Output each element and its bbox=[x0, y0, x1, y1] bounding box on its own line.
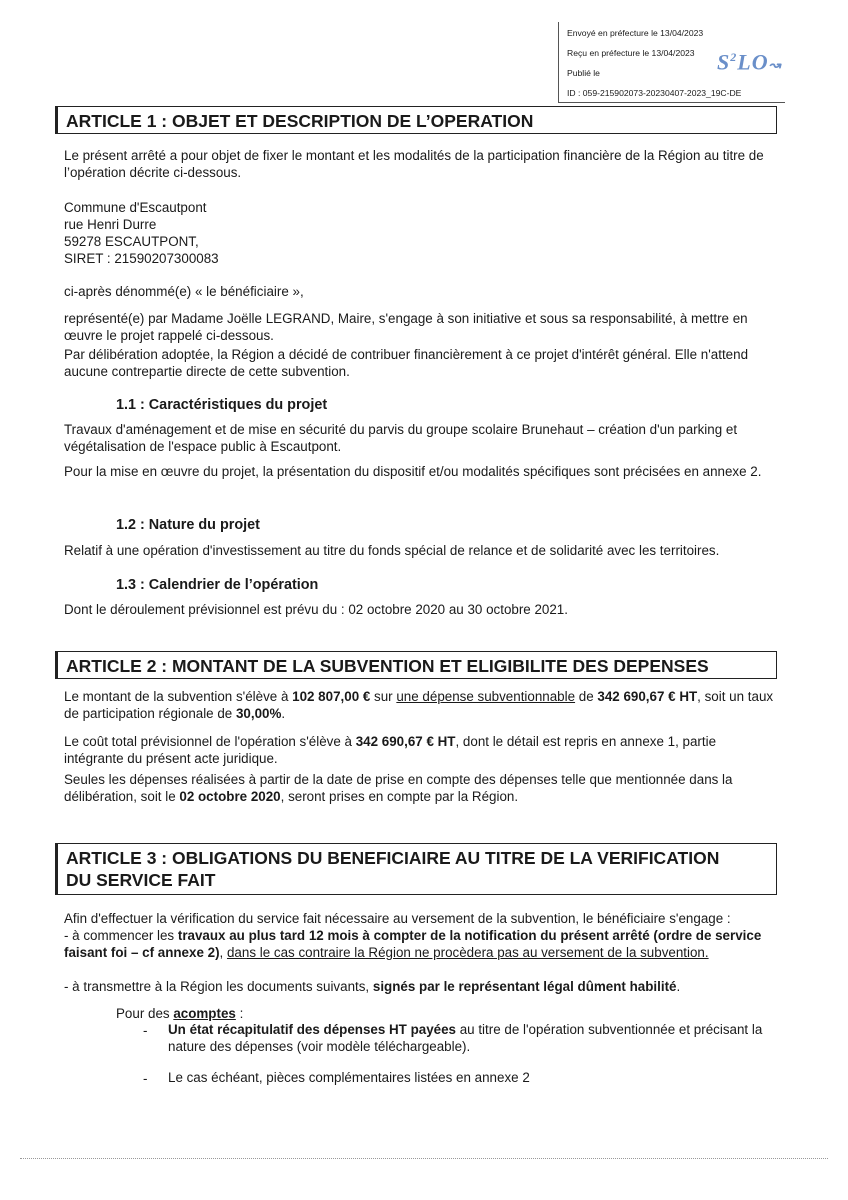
stamp-received: Reçu en préfecture le 13/04/2023 bbox=[567, 48, 695, 58]
text-run: au titre de l'opération subventionnée et précisant la nature des dépenses (voir modèle téléchargeable). bbox=[168, 1022, 763, 1054]
text-run: , seront prises en compte par la Région. bbox=[280, 789, 519, 804]
bullet-complementary-docs: Le cas échéant, pièces complémentaires listées en annexe 2 bbox=[168, 1070, 530, 1085]
stamp-published: Publié le bbox=[567, 68, 600, 78]
text-run: Seules les dépenses réalisées à partir de la date de prise en compte des dépenses telle que mentionnée dans la délibération, soit le bbox=[64, 772, 733, 804]
bullet-expense-statement bbox=[168, 1021, 780, 1055]
text-run: , bbox=[219, 945, 227, 960]
section-1-2-text: Relatif à une opération d'investissement au titre du fonds spécial de relance et de solidarité avec les territoires. bbox=[64, 543, 720, 558]
subsidy-amount: 102 807,00 € bbox=[292, 689, 371, 704]
scan-artifact-line bbox=[20, 1158, 828, 1161]
article3-title-line2: DU SERVICE FAIT bbox=[66, 870, 216, 890]
eligible-base: 342 690,67 € HT bbox=[597, 689, 698, 704]
address-line: rue Henri Durre bbox=[64, 217, 157, 232]
article2-cost-paragraph bbox=[64, 733, 776, 767]
text-run: Le coût total prévisionnel de l'opération s'élève à bbox=[64, 734, 356, 749]
acomptes-label: acomptes bbox=[173, 1006, 236, 1021]
article1-heading bbox=[55, 106, 777, 134]
article3-title-line1: ARTICLE 3 : OBLIGATIONS DU BENEFICIAIRE AU TITRE DE LA VERIFICATION bbox=[66, 848, 720, 868]
works-deadline: travaux au plus tard 12 mois à compter de la notification du présent arrêté (ordre de service faisant foi – cf annexe 2) bbox=[64, 928, 762, 960]
non-payment-warning: dans le cas contraire la Région ne procèdera pas au versement de la subvention. bbox=[226, 945, 709, 960]
text-run: : bbox=[235, 1006, 244, 1021]
text-run: , soit un taux de participation régionale de bbox=[64, 689, 774, 721]
signature-requirement: signés par le représentant légal dûment habilité bbox=[372, 979, 677, 994]
article1-title: ARTICLE 1 : OBJET ET DESCRIPTION DE L’OPERATION bbox=[66, 111, 534, 131]
article1-intro: Le présent arrêté a pour objet de fixer le montant et les modalités de la participation financière de la Région au titre de l’opération décrite ci-dessous. bbox=[64, 148, 764, 180]
text-run: . bbox=[676, 979, 681, 994]
prefecture-stamp bbox=[558, 22, 785, 103]
beneficiary-address bbox=[64, 199, 776, 267]
bullet-dash: - bbox=[143, 1071, 148, 1086]
text-run: - à commencer les bbox=[64, 928, 178, 943]
article3-works-start bbox=[64, 927, 776, 961]
text-run: sur bbox=[370, 689, 397, 704]
deliberation-paragraph: Par délibération adoptée, la Région a décidé de contribuer financièrement à ce projet d'intérêt général. Elle n'attend aucune contrepartie directe de cette subvention. bbox=[64, 347, 749, 379]
text-run: , dont le détail est repris en annexe 1, partie intégrante du présent acte juridique. bbox=[64, 734, 717, 766]
start-date: 02 octobre 2020 bbox=[179, 789, 281, 804]
article2-dates-paragraph bbox=[64, 771, 776, 805]
section-1-3-title: 1.3 : Calendrier de l’opération bbox=[116, 577, 319, 593]
text-run: . bbox=[281, 706, 286, 721]
section-1-1-text: Travaux d'aménagement et de mise en sécurité du parvis du groupe scolaire Brunehaut – création d'un parking et végétalisation de l'espace public à Escautpont. bbox=[64, 422, 738, 454]
text-run: Pour des bbox=[116, 1006, 174, 1021]
beneficiary-designation: ci-après dénommé(e) « le bénéficiaire », bbox=[64, 284, 304, 299]
article2-title: ARTICLE 2 : MONTANT DE LA SUBVENTION ET ELIGIBILITE DES DEPENSES bbox=[66, 656, 709, 676]
address-line: 59278 ESCAUTPONT, bbox=[64, 234, 199, 249]
section-1-1-text2: Pour la mise en œuvre du projet, la présentation du dispositif et/ou modalités spécifiques sont précisées en annexe 2. bbox=[64, 464, 762, 479]
stamp-sent: Envoyé en préfecture le 13/04/2023 bbox=[567, 28, 704, 38]
article2-amount-paragraph bbox=[64, 688, 776, 722]
address-line: Commune d'Escautpont bbox=[64, 200, 207, 215]
s2lo-logo: $S^2LO↝$ bbox=[717, 49, 782, 75]
article2-heading bbox=[55, 651, 777, 679]
eligible-expense-label: une dépense subventionnable bbox=[396, 689, 576, 704]
acomptes-heading bbox=[116, 1005, 776, 1022]
representation-paragraph: représenté(e) par Madame Joëlle LEGRAND, Maire, s'engage à son initiative et sous sa responsabilité, à mettre en œuvre le projet rappelé ci-dessous. bbox=[64, 311, 748, 343]
bullet-dash: - bbox=[143, 1023, 148, 1038]
participation-rate: 30,00% bbox=[235, 706, 282, 721]
article3-heading bbox=[55, 843, 777, 895]
text-run: Le montant de la subvention s'élève à bbox=[64, 689, 293, 704]
section-1-3-text: Dont le déroulement prévisionnel est prévu du : 02 octobre 2020 au 30 octobre 2021. bbox=[64, 602, 568, 617]
section-1-1-title: 1.1 : Caractéristiques du projet bbox=[116, 397, 328, 413]
text-run: de bbox=[575, 689, 598, 704]
stamp-id: ID : 059-215902073-20230407-2023_19C-DE bbox=[567, 88, 742, 98]
address-line: SIRET : 21590207300083 bbox=[64, 251, 219, 266]
expense-statement-label: Un état récapitulatif des dépenses HT payées bbox=[168, 1022, 456, 1037]
total-cost: 342 690,67 € HT bbox=[355, 734, 456, 749]
article3-intro: Afin d'effectuer la vérification du service fait nécessaire au versement de la subvention, le bénéficiaire s'engage : bbox=[64, 911, 731, 926]
text-run: - à transmettre à la Région les documents suivants, bbox=[64, 979, 373, 994]
section-1-2-title: 1.2 : Nature du projet bbox=[116, 517, 260, 533]
article3-documents bbox=[64, 978, 776, 995]
